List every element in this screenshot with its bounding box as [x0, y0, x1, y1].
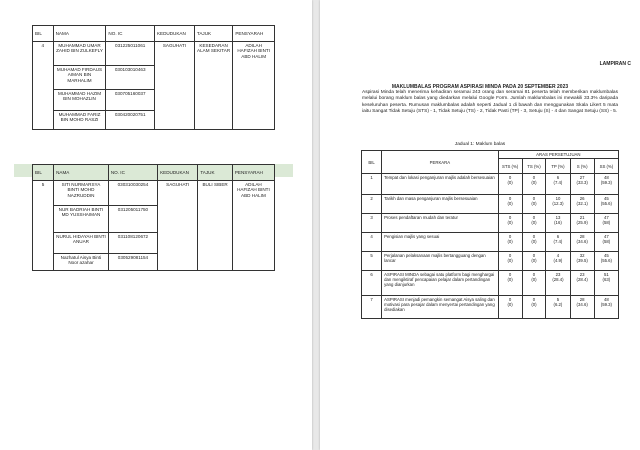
response-count: 47: [603, 234, 609, 240]
row-number: 6: [362, 271, 382, 296]
response-percent: (0): [531, 180, 537, 186]
member-name: NUR BADRIAH BINTI MD YUSSHAIMAN: [54, 206, 109, 233]
scale-cell: [594, 252, 618, 271]
scale-cell: [522, 214, 546, 233]
response-percent: (34.6): [576, 302, 588, 308]
scale-cell: [522, 296, 546, 319]
member-name: NURUL HIDAYAH BINTI ANUAR: [54, 233, 109, 254]
response-percent: (4.9): [553, 258, 563, 264]
scale-cell: [570, 214, 594, 233]
feedback-row: [362, 174, 619, 195]
feedback-rows: [362, 174, 619, 319]
scale-cell: [594, 233, 618, 252]
response-count: 10: [555, 196, 561, 202]
header-no-ic: NO. IC: [108, 165, 157, 181]
row-number: 1: [362, 174, 382, 195]
response-count: 0: [532, 234, 536, 240]
header-no-ic: NO. IC: [106, 26, 155, 42]
scale-cell: [570, 252, 594, 271]
response-count: 28: [579, 234, 585, 240]
response-count: 27: [579, 175, 585, 181]
header-nama: NAMA: [54, 165, 109, 181]
header-ts: TS (%): [522, 159, 546, 174]
row-perkara: ASPIRASI MINDA sebagai satu platform bagi menghargai dan mengiktiraf pencapaian pelajar dalam pertandingan yang dianjurkan: [382, 271, 499, 296]
scale-cell: [498, 252, 522, 271]
member-ic: 030705160037: [106, 90, 155, 111]
response-percent: (58): [602, 239, 611, 245]
response-percent: (55.6): [600, 258, 612, 264]
member-name: MUHAMMAD HAZIM BIN MOHAZLIN: [53, 90, 106, 111]
response-count: 13: [555, 215, 561, 221]
response-percent: (0): [507, 239, 513, 245]
scale-cell: [522, 271, 546, 296]
response-percent: (32.1): [576, 201, 588, 207]
member-name: MUHAMAD FIRDAUS AIMAN BIN MARHALIM: [53, 66, 106, 90]
scale-cell: [498, 174, 522, 195]
kedudukan-cell: SAGUHATI: [158, 181, 198, 271]
scale-cell: [498, 195, 522, 214]
response-count: 0: [508, 215, 512, 221]
response-count: 45: [603, 196, 609, 202]
row-number: 7: [362, 296, 382, 319]
group-4-table: [32, 25, 275, 130]
scale-cell: [546, 195, 570, 214]
scale-cell: [546, 271, 570, 296]
response-count: 0: [532, 297, 536, 303]
row-perkara: Perjalanan pelaksanaan majlis bertangguang dengan lancar: [382, 252, 499, 271]
response-percent: (34.6): [576, 239, 588, 245]
response-percent: (16): [554, 220, 562, 226]
scale-cell: [570, 195, 594, 214]
response-count: 45: [603, 253, 609, 259]
member-name: MUHAMMAD FARIZ BIN MOHD RASZI: [53, 111, 106, 130]
member-ic: 030103010463: [106, 66, 155, 90]
scale-cell: [594, 214, 618, 233]
header-pensyarah: PENSYARAH: [233, 26, 275, 42]
row-number: 2: [362, 195, 382, 214]
member-ic: 031225011061: [106, 42, 155, 66]
response-percent: (59.3): [600, 302, 612, 308]
table-caption: Jadual 1: Maklum balas: [454, 142, 506, 147]
row-perkara: Pengisian majlis yang sesuai: [382, 233, 499, 252]
response-count: 23: [555, 272, 561, 278]
response-count: 6: [556, 234, 560, 240]
feedback-row: [362, 271, 619, 296]
scale-cell: [498, 214, 522, 233]
scale-cell: [546, 233, 570, 252]
group-number: 4: [33, 42, 54, 130]
response-count: 47: [603, 215, 609, 221]
response-percent: (6.2): [553, 302, 563, 308]
response-percent: (58): [602, 220, 611, 226]
group-number: 5: [33, 181, 54, 271]
response-count: 23: [579, 272, 585, 278]
tajuk-cell: BULI SIBER: [198, 181, 233, 271]
row-perkara: Proses pendaftaran mudah dan teratur: [382, 214, 499, 233]
response-percent: (28.4): [576, 277, 588, 283]
response-percent: (39.5): [576, 258, 588, 264]
response-percent: (0): [531, 220, 537, 226]
scale-cell: [570, 271, 594, 296]
response-count: 48: [603, 297, 609, 303]
header-perkara: PERKARA: [382, 151, 499, 174]
header-bil: BIL: [33, 26, 54, 42]
header-tp: TP (%): [546, 159, 570, 174]
scale-cell: [546, 174, 570, 195]
group-5-table: [32, 164, 275, 271]
response-count: 0: [532, 272, 536, 278]
response-count: 4: [556, 253, 560, 259]
scale-cell: [594, 195, 618, 214]
response-count: 32: [579, 253, 585, 259]
response-count: 28: [579, 297, 585, 303]
response-count: 0: [508, 272, 512, 278]
member-ic: 030310030254: [108, 181, 157, 206]
response-count: 51: [603, 272, 609, 278]
scale-cell: [522, 174, 546, 195]
member-name: Nazhatul Aisya Binti Noor azahar: [54, 254, 109, 271]
kedudukan-cell: SAGUHATI: [154, 42, 194, 130]
response-count: 6: [556, 175, 560, 181]
scale-cell: [498, 233, 522, 252]
response-percent: (12.3): [552, 201, 564, 207]
response-percent: (0): [507, 220, 513, 226]
header-band-right: [275, 164, 293, 177]
row-perkara: Tarikh dan masa penganjuran majlis bersesuaian: [382, 195, 499, 214]
scale-cell: [522, 195, 546, 214]
header-band-left: [14, 164, 32, 177]
row-number: 4: [362, 233, 382, 252]
header-bil: BIL: [362, 151, 382, 174]
scale-cell: [594, 174, 618, 195]
left-document-page: [0, 0, 312, 450]
response-percent: (0): [507, 258, 513, 264]
scale-cell: [594, 271, 618, 296]
appendix-label: LAMPIRAN C: [599, 61, 631, 67]
member-name: SITI NURMARSYA BINTI MOHD NAZRUDDIN: [54, 181, 109, 206]
header-s: S (%): [570, 159, 594, 174]
feedback-table: [361, 150, 619, 319]
scale-cell: [498, 296, 522, 319]
member-ic: 030529081154: [108, 254, 157, 271]
response-count: 21: [579, 215, 585, 221]
response-count: 0: [532, 253, 536, 259]
row-number: 5: [362, 252, 382, 271]
scale-cell: [546, 252, 570, 271]
response-percent: (0): [507, 180, 513, 186]
scale-cell: [570, 174, 594, 195]
feedback-row: [362, 252, 619, 271]
response-percent: (33.3): [576, 180, 588, 186]
response-count: 5: [556, 297, 560, 303]
response-count: 0: [532, 175, 536, 181]
response-percent: (0): [531, 277, 537, 283]
response-count: 26: [579, 196, 585, 202]
response-count: 0: [508, 253, 512, 259]
response-percent: (0): [531, 201, 537, 207]
response-percent: (7.4): [553, 180, 563, 186]
feedback-row: [362, 195, 619, 214]
row-perkara: Tempat dan lokasi penganjuran majlis adalah bersesuaian: [382, 174, 499, 195]
response-percent: (25.9): [576, 220, 588, 226]
scale-cell: [546, 214, 570, 233]
response-count: 48: [603, 175, 609, 181]
pensyarah-cell: ADILAH HAFIZAH BINTI ABD HALIM: [233, 42, 275, 130]
feedback-row: [362, 233, 619, 252]
response-percent: (7.4): [553, 239, 563, 245]
member-ic: 031108120672: [108, 233, 157, 254]
response-percent: (0): [507, 201, 513, 207]
response-count: 0: [532, 196, 536, 202]
header-aras-persetujuan: ARAS PERSETUJUAN: [498, 151, 618, 159]
row-number: 3: [362, 214, 382, 233]
header-tajuk: TAJUK: [194, 26, 232, 42]
pensyarah-cell: ADILAH HAFIZAH BINTI ABD HALIM: [232, 181, 274, 271]
scale-cell: [522, 252, 546, 271]
response-percent: (55.6): [600, 201, 612, 207]
header-sts: STS (%): [498, 159, 522, 174]
response-count: 0: [532, 215, 536, 221]
response-percent: (0): [531, 302, 537, 308]
report-title: MAKLUMBALAS PROGRAM ASPIRASI MINDA PADA 20 SEPTEMBER 2023: [391, 84, 569, 90]
tajuk-cell: KESEDARAN ALAM SEKITAR: [194, 42, 232, 130]
scale-cell: [570, 296, 594, 319]
feedback-row: [362, 214, 619, 233]
scale-cell: [546, 296, 570, 319]
right-document-page: [320, 0, 640, 450]
scale-cell: [570, 233, 594, 252]
header-kedudukan: KEDUDUKAN: [154, 26, 194, 42]
row-perkara: ASPIRASI menjadi pemangkin semangat Aisya saling dan motivasi para pesajar dalam menyertai pertandingan yang disediakan: [382, 296, 499, 319]
response-percent: (0): [531, 239, 537, 245]
header-nama: NAMA: [53, 26, 106, 42]
member-name: MUHAMMAD UMAR ZAHID BIN ZULKEFLY: [53, 42, 106, 66]
header-bil: BIL: [33, 165, 54, 181]
response-percent: (0): [507, 277, 513, 283]
response-count: 0: [508, 175, 512, 181]
scale-cell: [522, 233, 546, 252]
scale-cell: [594, 296, 618, 319]
response-percent: (63): [602, 277, 611, 283]
report-paragraph: Aspirasi Minda telah menerima kehadiran seramai 243 orang dan seramai 81 peserta telah memberikan maklumbalas melalui borang maklum balas yang diedarkan melalui Google Form. Jumlah maklumbalas ini mewakili 33.3% daripada keseluruhan peserta. Rumusan maklumbalas adalah seperti Jadual 1 di bawah dan menggunakan Skala Likert 5 mata iaitu Sangat Tidak Setuju (STS) - 1, Tidak Setuju (TS) - 2, Tidak Pasti (TP) - 3, Setuju (S) - 4 dan Sangat Setuju (SS) - 5.: [362, 90, 618, 115]
scale-cell: [498, 271, 522, 296]
header-kedudukan: KEDUDUKAN: [158, 165, 198, 181]
header-pensyarah: PENSYARAH: [232, 165, 274, 181]
response-count: 0: [508, 234, 512, 240]
response-percent: (0): [507, 302, 513, 308]
feedback-row: [362, 296, 619, 319]
member-ic: 031205011750: [108, 206, 157, 233]
response-count: 0: [508, 196, 512, 202]
response-percent: (0): [531, 258, 537, 264]
response-count: 0: [508, 297, 512, 303]
member-ic: 030420020751: [106, 111, 155, 130]
header-tajuk: TAJUK: [198, 165, 233, 181]
response-percent: (28.4): [552, 277, 564, 283]
response-percent: (59.3): [600, 180, 612, 186]
header-ss: SS (%): [594, 159, 618, 174]
